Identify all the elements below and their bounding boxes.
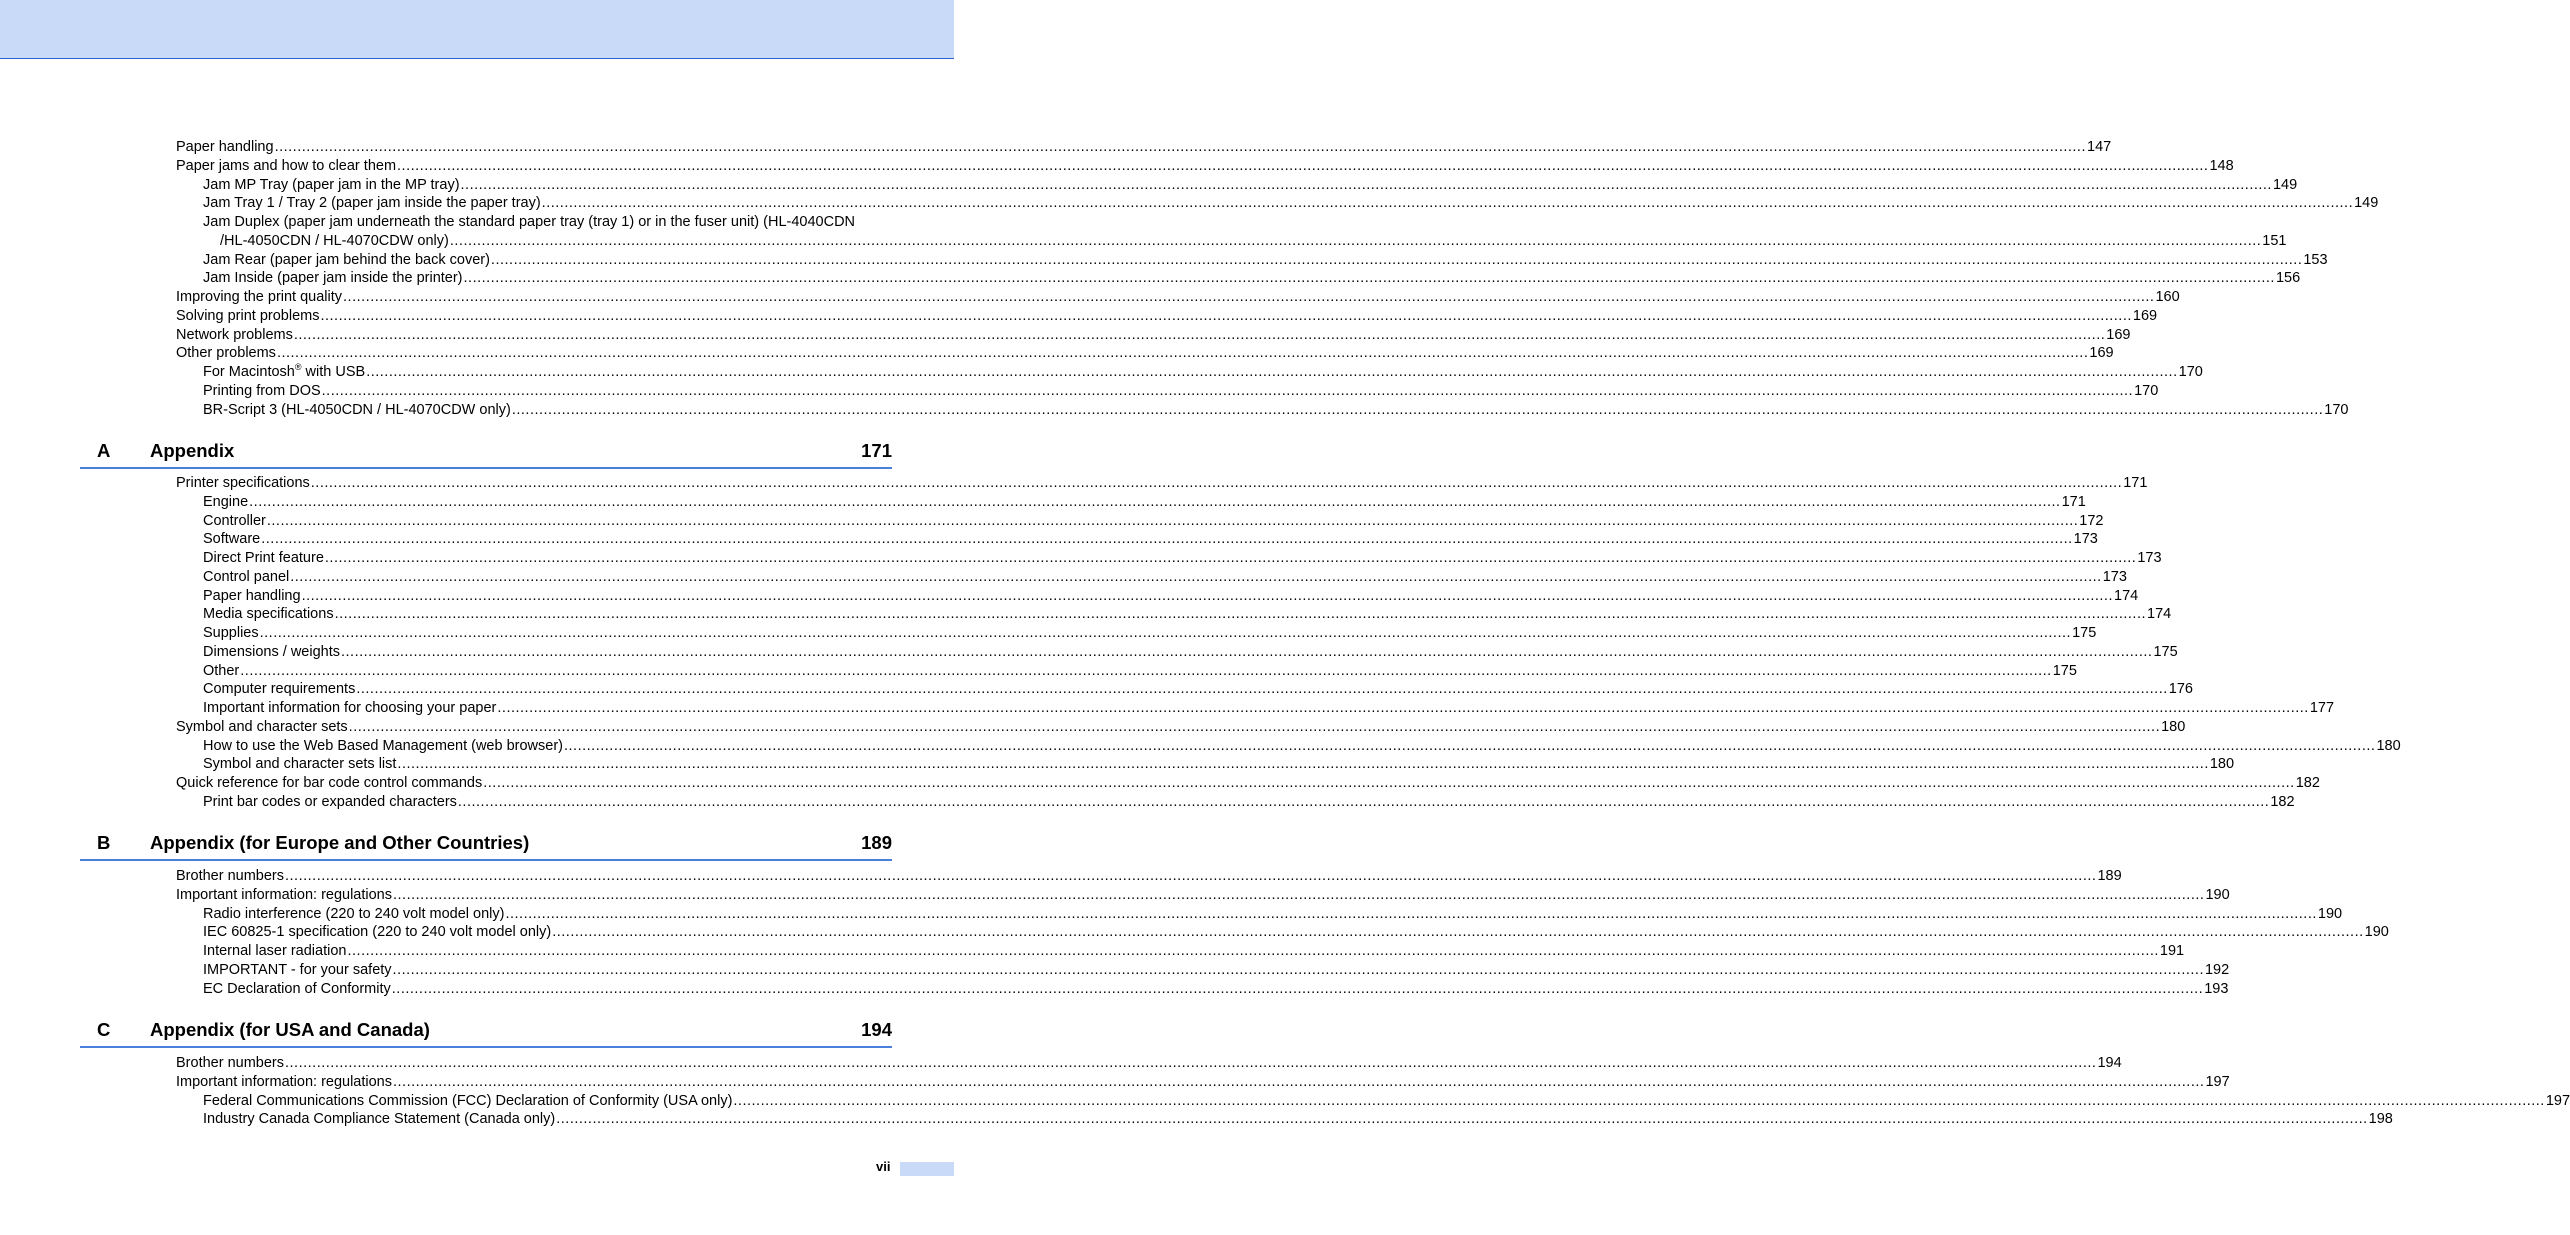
toc-entry-title [176, 345, 276, 362]
toc-entry-title [203, 252, 490, 269]
toc-entry-page: 174 [2147, 606, 2172, 622]
dot-leader: ................................................................................................................................................................................................................................................................................................................................................................................................................ [449, 233, 2262, 249]
toc-entry-page: 169 [2106, 327, 2131, 343]
toc-entry-title-text: Important information for choosing your paper [203, 700, 497, 716]
toc-entry-page: 173 [2102, 569, 2127, 585]
dot-leader: ................................................................................................................................................................................................................................................................................................................................................................................................................ [266, 513, 2079, 529]
toc-entry-title-text: Printing from DOS [203, 383, 321, 399]
toc-entry[interactable] [203, 511, 2104, 530]
toc-entry[interactable] [176, 156, 2234, 175]
toc-entry[interactable] [203, 623, 2097, 642]
toc-entry-title [203, 177, 460, 194]
chapter-title: Appendix (for Europe and Other Countries) [150, 832, 530, 853]
header-band [0, 0, 954, 59]
toc-entry-page: 156 [2275, 270, 2301, 286]
dot-leader: ................................................................................................................................................................................................................................................................................................................................................................................................................ [392, 962, 2204, 978]
toc-entry-title [203, 943, 346, 960]
toc-entry-page: 173 [2137, 550, 2162, 566]
toc-entry[interactable] [203, 1091, 2570, 1110]
toc-entry-title [203, 681, 355, 698]
toc-entry-title [176, 887, 392, 904]
toc-entry[interactable] [203, 922, 2389, 941]
toc-entry-page: 175 [2072, 625, 2097, 641]
toc-entry[interactable] [203, 492, 2086, 511]
toc-entry-title-text: Solving print problems [176, 308, 320, 324]
toc-entry[interactable] [203, 1109, 2393, 1128]
toc-entry[interactable] [203, 381, 2159, 400]
toc-entry-title-text: Controller [203, 513, 266, 529]
toc-entry-title [203, 906, 504, 923]
toc-entry-page: 173 [2073, 531, 2098, 547]
toc-entry-page: 148 [2209, 158, 2234, 174]
toc-entry-title [176, 158, 396, 175]
dot-leader: ................................................................................................................................................................................................................................................................................................................................................................................................................ [324, 550, 2137, 566]
toc-entry-title [176, 289, 342, 306]
dot-leader: ................................................................................................................................................................................................................................................................................................................................................................................................................ [497, 700, 2309, 716]
toc-entry-title [176, 868, 284, 885]
dot-leader: ................................................................................................................................................................................................................................................................................................................................................................................................................ [343, 289, 2155, 305]
toc-entry-page: 171 [2123, 475, 2148, 491]
dot-leader: ................................................................................................................................................................................................................................................................................................................................................................................................................ [463, 270, 2275, 286]
toc-entry[interactable] [203, 175, 2298, 194]
toc-entry[interactable] [176, 866, 2122, 885]
dot-leader: ................................................................................................................................................................................................................................................................................................................................................................................................................ [397, 158, 2209, 174]
chapter-letter: A [97, 440, 111, 461]
toc-entry-title-text: Supplies [203, 625, 259, 641]
toc-entry[interactable] [176, 885, 2230, 904]
dot-leader: ................................................................................................................................................................................................................................................................................................................................................................................................................ [321, 383, 2134, 399]
dot-leader: ................................................................................................................................................................................................................................................................................................................................................................................................................ [285, 1055, 2097, 1071]
dot-leader: ................................................................................................................................................................................................................................................................................................................................................................................................................ [259, 625, 2072, 641]
toc-entry-title-text: Industry Canada Compliance Statement (Canada only) [203, 1111, 556, 1127]
dot-leader: ................................................................................................................................................................................................................................................................................................................................................................................................................ [320, 308, 2132, 324]
toc-entry-title [176, 475, 310, 492]
toc-entry-title [203, 606, 334, 623]
toc-entry-title-text: Jam MP Tray (paper jam in the MP tray) [203, 177, 460, 193]
toc-entry[interactable] [203, 586, 2139, 605]
toc-entry-page: 147 [2087, 139, 2112, 155]
dot-leader: ................................................................................................................................................................................................................................................................................................................................................................................................................ [391, 981, 2204, 997]
toc-entry-title-text: Radio interference (220 to 240 volt model only) [203, 906, 505, 922]
toc-entry-title [203, 494, 248, 511]
toc-entry-title-text: Dimensions / weights [203, 644, 340, 660]
toc-entry[interactable] [203, 250, 2328, 269]
toc-entry-title [203, 700, 496, 717]
dot-leader: ................................................................................................................................................................................................................................................................................................................................................................................................................ [261, 531, 2073, 547]
toc-entry-page: 175 [2153, 644, 2178, 660]
toc-entry-title [176, 1055, 284, 1072]
toc-entry-title-text: IMPORTANT - for your safety [203, 962, 392, 978]
dot-leader: ................................................................................................................................................................................................................................................................................................................................................................................................................ [460, 177, 2272, 193]
toc-entry-page: 180 [2161, 719, 2186, 735]
registered-mark: ® [294, 362, 302, 372]
toc-entry[interactable] [176, 306, 2158, 325]
dot-leader: ................................................................................................................................................................................................................................................................................................................................................................................................................ [348, 719, 2161, 735]
toc-entry-page: 175 [2052, 663, 2077, 679]
toc-entry-page: 171 [2061, 494, 2086, 510]
toc-entry-title-text: Other [203, 663, 240, 679]
toc-entry-page: 151 [2262, 233, 2287, 249]
toc-entry-page: 180 [2376, 738, 2401, 754]
dot-leader: ................................................................................................................................................................................................................................................................................................................................................................................................................ [733, 1093, 2545, 1109]
toc-entry-title-text: For Macintosh [203, 364, 295, 380]
toc-entry-title [203, 924, 551, 941]
chapter-page: 194 [861, 1019, 892, 1040]
dot-leader: ................................................................................................................................................................................................................................................................................................................................................................................................................ [393, 887, 2205, 903]
toc-entry[interactable] [203, 529, 2098, 548]
dot-leader: ................................................................................................................................................................................................................................................................................................................................................................................................................ [310, 475, 2123, 491]
toc-entry-title-text: Important information: regulations [176, 887, 392, 903]
toc-entry[interactable] [176, 1053, 2122, 1072]
dot-leader: ................................................................................................................................................................................................................................................................................................................................................................................................................ [290, 569, 2102, 585]
toc-entry[interactable] [203, 698, 2335, 717]
toc-entry-page: 172 [2079, 513, 2104, 529]
toc-entry-page: 153 [2303, 252, 2328, 268]
toc-entry-title-text: Software [203, 531, 261, 547]
toc-entry-page: 193 [2204, 981, 2229, 997]
dot-leader: ................................................................................................................................................................................................................................................................................................................................................................................................................ [556, 1111, 2368, 1127]
dot-leader: ................................................................................................................................................................................................................................................................................................................................................................................................................ [293, 327, 2106, 343]
toc-entry-title [203, 383, 321, 400]
toc-entry-title-text: Federal Communications Commission (FCC) Declaration of Conformity (USA only) [203, 1093, 733, 1109]
toc-entry-page: 170 [2324, 402, 2349, 418]
toc-entry-page: 182 [2270, 794, 2295, 810]
toc-entry-title-text: Brother numbers [176, 868, 284, 884]
toc-entry-page: 190 [2364, 924, 2389, 940]
toc-entry-title-text: Brother numbers [176, 1055, 284, 1071]
toc-entry-title [220, 233, 449, 250]
toc-entry[interactable] [203, 679, 2193, 698]
dot-leader: ................................................................................................................................................................................................................................................................................................................................................................................................................ [334, 606, 2147, 622]
toc-entry-title [203, 981, 391, 998]
toc-entry[interactable] [203, 979, 2229, 998]
toc-entry-page: 192 [2204, 962, 2230, 978]
toc-entry[interactable] [176, 473, 2148, 492]
toc-entry-title-text: Paper handling [176, 139, 274, 155]
toc-entry[interactable] [176, 137, 2112, 156]
toc-entry[interactable] [203, 400, 2349, 419]
toc-entry[interactable] [203, 642, 2178, 661]
toc-entry-title-text: Jam Inside (paper jam inside the printer) [203, 270, 463, 286]
toc-entry[interactable] [203, 567, 2127, 586]
toc-entry-title-text: Print bar codes or expanded characters [203, 794, 457, 810]
toc-entry-page: 160 [2155, 289, 2180, 305]
toc-entry-title [176, 139, 274, 156]
toc-entry-page: 170 [2178, 364, 2203, 380]
toc-entry-page: 182 [2295, 775, 2320, 791]
dot-leader: ................................................................................................................................................................................................................................................................................................................................................................................................................ [347, 943, 2159, 959]
chapter-page: 171 [861, 440, 892, 461]
chapter-title: Appendix [150, 440, 235, 461]
toc-entry-page: 197 [2205, 1074, 2230, 1090]
page-tab-marker [900, 1162, 954, 1176]
toc-entry-title-text: Other problems [176, 345, 276, 361]
toc-entry-title [203, 531, 260, 548]
dot-leader: ................................................................................................................................................................................................................................................................................................................................................................................................................ [356, 681, 2168, 697]
toc-entry-title-text: Media specifications [203, 606, 334, 622]
dot-leader: ................................................................................................................................................................................................................................................................................................................................................................................................................ [483, 775, 2295, 791]
toc-entry[interactable] [176, 773, 2320, 792]
chapter-heading[interactable] [80, 829, 892, 861]
dot-leader: ................................................................................................................................................................................................................................................................................................................................................................................................................ [552, 924, 2364, 940]
toc-entry-title-text: Improving the print quality [176, 289, 343, 305]
toc-entry-title-text: Direct Print feature [203, 550, 324, 566]
toc-entry-title [203, 402, 511, 419]
toc-entry-title-text: Jam Rear (paper jam behind the back cover) [203, 252, 490, 268]
toc-entry-title-text: /HL-4050CDN / HL-4070CDW only) [220, 233, 449, 249]
toc-entry-title-text: How to use the Web Based Management (web browser) [203, 738, 563, 754]
chapter-heading[interactable] [80, 1016, 892, 1048]
toc-entry-title [203, 270, 463, 287]
toc-entry-page: 149 [2354, 195, 2379, 211]
toc-entry-page: 174 [2114, 588, 2139, 604]
dot-leader: ................................................................................................................................................................................................................................................................................................................................................................................................................ [505, 906, 2317, 922]
page-number: vii [876, 1159, 891, 1174]
toc-entry-title-text: Control panel [203, 569, 290, 585]
chapter-page: 189 [861, 832, 892, 853]
toc-entry-title [203, 1111, 555, 1128]
toc-entry-title-text: IEC 60825-1 specification (220 to 240 volt model only) [203, 924, 552, 940]
dot-leader: ................................................................................................................................................................................................................................................................................................................................................................................................................ [240, 663, 2052, 679]
toc-entry[interactable] [176, 287, 2180, 306]
dot-leader: ................................................................................................................................................................................................................................................................................................................................................................................................................ [341, 644, 2153, 660]
toc-entry-title-text: Computer requirements [203, 681, 356, 697]
toc-entry-title [176, 719, 348, 736]
toc-entry-page: 190 [2205, 887, 2230, 903]
toc-entry[interactable] [203, 268, 2301, 287]
dot-leader: ................................................................................................................................................................................................................................................................................................................................................................................................................ [274, 139, 2086, 155]
toc-entry-title-text: Paper jams and how to clear them [176, 158, 397, 174]
dot-leader: ................................................................................................................................................................................................................................................................................................................................................................................................................ [276, 345, 2089, 361]
toc-entry-title [203, 513, 266, 530]
toc-entry[interactable] [203, 960, 2230, 979]
chapter-title: Appendix (for USA and Canada) [150, 1019, 430, 1040]
toc-entry-title [176, 327, 293, 344]
dot-leader: ................................................................................................................................................................................................................................................................................................................................................................................................................ [249, 494, 2061, 510]
toc-entry-title-text: Important information: regulations [176, 1074, 392, 1090]
dot-leader: ................................................................................................................................................................................................................................................................................................................................................................................................................ [397, 756, 2209, 772]
toc-entry-page: 198 [2368, 1111, 2393, 1127]
toc-entry-page: 149 [2272, 177, 2298, 193]
toc-entry-page: 177 [2309, 700, 2335, 716]
toc-entry[interactable] [203, 548, 2162, 567]
toc-entry[interactable] [203, 212, 892, 231]
dot-leader: ................................................................................................................................................................................................................................................................................................................................................................................................................ [511, 402, 2324, 418]
toc-entry[interactable] [176, 717, 2186, 736]
toc-entry[interactable] [220, 231, 2287, 250]
toc-entry-title-text: EC Declaration of Conformity [203, 981, 391, 997]
toc-entry[interactable] [203, 941, 2185, 960]
toc-entry-title [203, 738, 563, 755]
toc-entry[interactable] [203, 193, 2379, 212]
toc-entry-title: Jam Duplex (paper jam underneath the standard paper tray (tray 1) or in the fuser unit) (HL-4040CDN [203, 214, 856, 230]
toc-entry-title-text: BR-Script 3 (HL-4050CDN / HL-4070CDW only) [203, 402, 511, 418]
toc-entry-title-text: Paper handling [203, 588, 301, 604]
toc-entry-title-text: Jam Tray 1 / Tray 2 (paper jam inside the paper tray) [203, 195, 541, 211]
toc-entry-page: 191 [2159, 943, 2185, 959]
toc-entry-title [203, 550, 324, 567]
dot-leader: ................................................................................................................................................................................................................................................................................................................................................................................................................ [285, 868, 2097, 884]
toc-entry-page: 169 [2132, 308, 2158, 324]
toc-entry[interactable] [203, 362, 2203, 381]
toc-entry-page: 169 [2089, 345, 2114, 361]
toc-entry-page: 197 [2545, 1093, 2570, 1109]
toc-entry-page: 170 [2134, 383, 2159, 399]
toc-entry-title [203, 962, 392, 979]
toc-entry-title [203, 756, 396, 773]
toc-entry-title [203, 588, 301, 605]
dot-leader: ................................................................................................................................................................................................................................................................................................................................................................................................................ [457, 794, 2270, 810]
toc-entry[interactable] [203, 604, 2172, 623]
dot-leader: ................................................................................................................................................................................................................................................................................................................................................................................................................ [393, 1074, 2205, 1090]
toc-entry-title [203, 569, 289, 586]
chapter-heading[interactable] [80, 437, 892, 469]
toc-entry-title-suffix: with USB [301, 364, 366, 380]
toc-entry-title-text: Quick reference for bar code control commands [176, 775, 483, 791]
toc-entry[interactable] [176, 325, 2131, 344]
toc-entry-title [203, 625, 259, 642]
toc-entry[interactable] [203, 792, 2295, 811]
toc-entry-page: 189 [2097, 868, 2122, 884]
toc-entry-page: 190 [2317, 906, 2343, 922]
toc-entry-title [176, 1074, 392, 1091]
toc-entry-title-text: Network problems [176, 327, 293, 343]
toc-entry-page: 176 [2168, 681, 2193, 697]
dot-leader: ................................................................................................................................................................................................................................................................................................................................................................................................................ [301, 588, 2113, 604]
toc-entry-title-text: Symbol and character sets list [203, 756, 397, 772]
toc-entry-title [176, 308, 319, 325]
toc-entry-title [203, 364, 365, 381]
toc-entry-title [203, 195, 541, 212]
dot-leader: ................................................................................................................................................................................................................................................................................................................................................................................................................ [490, 252, 2303, 268]
chapter-letter: C [97, 1019, 111, 1040]
toc-entry[interactable] [203, 754, 2235, 773]
toc-entry-title [176, 775, 482, 792]
dot-leader: ................................................................................................................................................................................................................................................................................................................................................................................................................ [366, 364, 2178, 380]
toc-entry-title [203, 794, 457, 811]
toc-entry-title-text: Engine [203, 494, 249, 510]
toc-entry-title-text: Symbol and character sets [176, 719, 348, 735]
toc-entry-page: 180 [2209, 756, 2235, 772]
toc-entry-page: 194 [2097, 1055, 2122, 1071]
dot-leader: ................................................................................................................................................................................................................................................................................................................................................................................................................ [541, 195, 2354, 211]
toc-entry[interactable] [203, 661, 2077, 680]
toc-entry[interactable] [203, 736, 2401, 755]
toc-entry[interactable] [176, 343, 2114, 362]
chapter-letter: B [97, 832, 111, 853]
toc-entry[interactable] [176, 1072, 2230, 1091]
toc-entry-title [203, 644, 340, 661]
toc-entry-title [203, 663, 239, 680]
toc-entry-title-text: Internal laser radiation [203, 943, 347, 959]
toc-entry-title-text: Printer specifications [176, 475, 310, 491]
toc-entry[interactable] [203, 904, 2343, 923]
toc-entry-title [203, 1093, 732, 1110]
dot-leader: ................................................................................................................................................................................................................................................................................................................................................................................................................ [564, 738, 2376, 754]
